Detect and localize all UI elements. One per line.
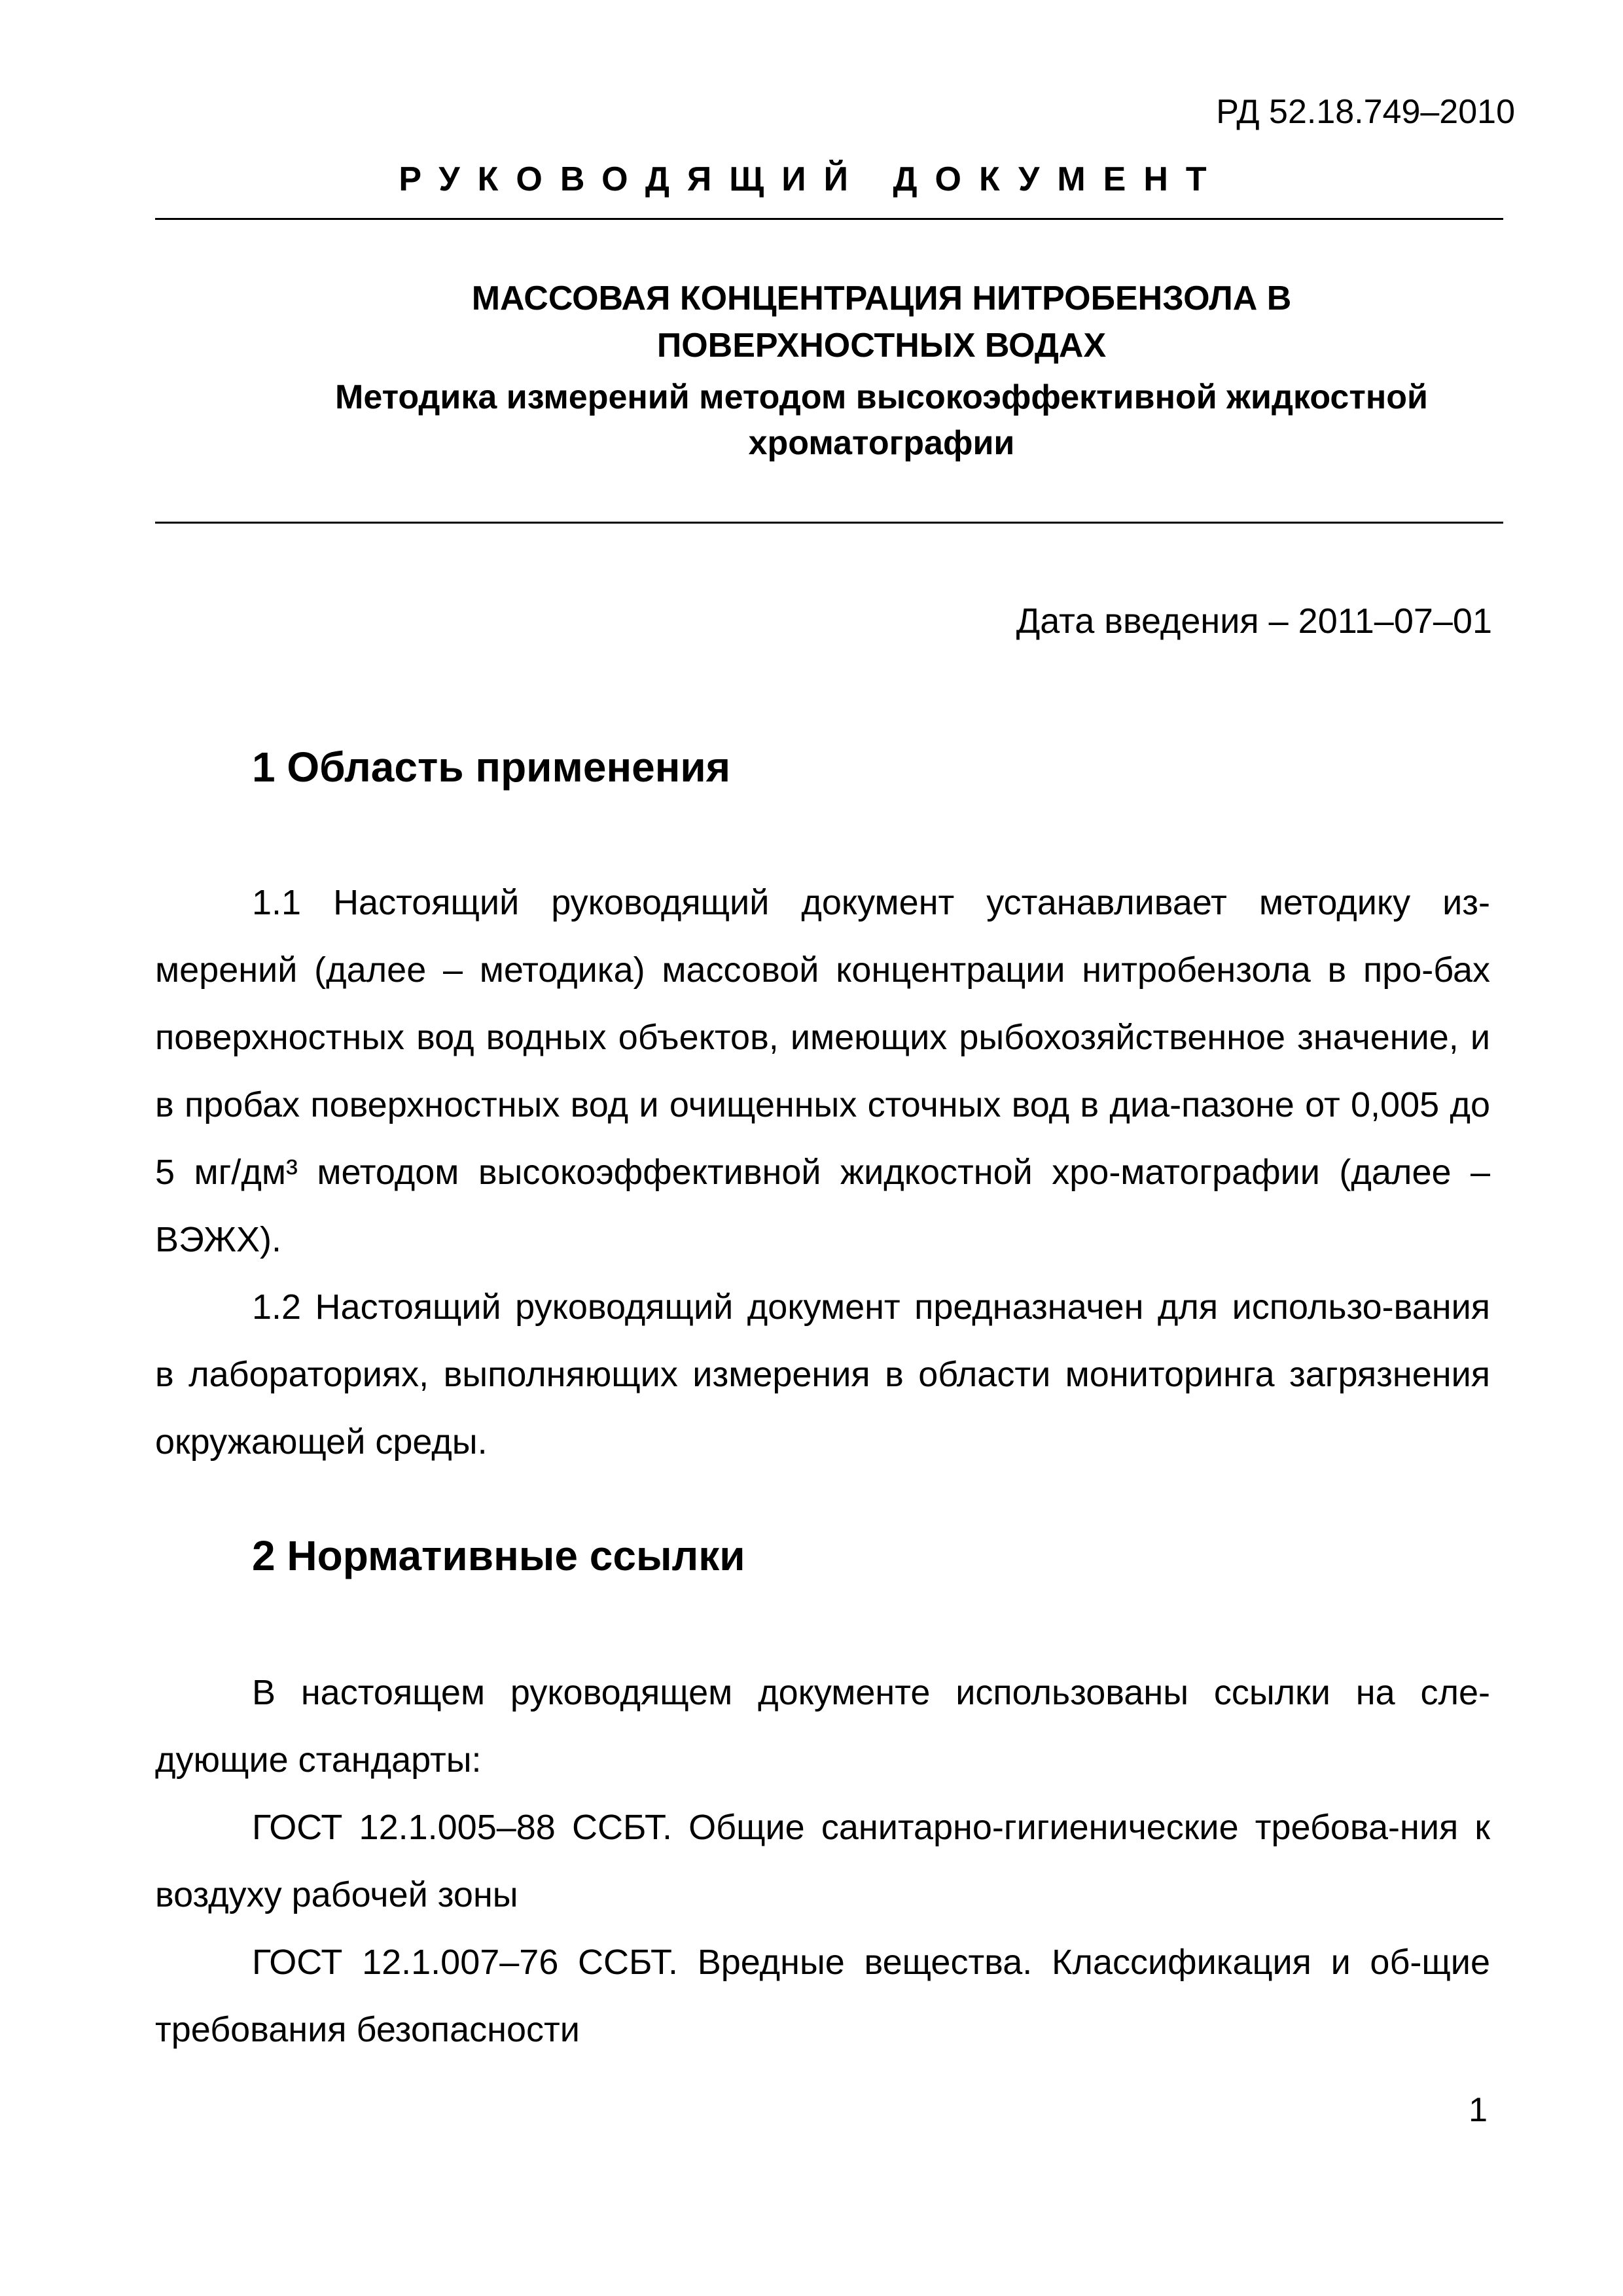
paragraph: 1.2 Настоящий руководящий документ предназначен для использо-вания в лабораториях, выполняющих измерения в области мониторинга загрязнения окружающей среды. bbox=[155, 1287, 1490, 1462]
paragraph: В настоящем руководящем документе использованы ссылки на сле-дующие стандарты: bbox=[155, 1673, 1490, 1780]
section-body-scope bbox=[155, 869, 1490, 1476]
paragraph: 1.1 Настоящий руководящий документ устанавливает методику из-мерений (далее – методика) массовой концентрации нитробензола в про-бах поверхностных вод водных объектов, имеющих рыбохозяйственное значение, и в пробах поверхностных вод и очищенных сточных вод в диа-пазоне от 0,005 до 5 мг/дм³ методом высокоэффективной жидкостной хро-матографии (далее – ВЭЖХ). bbox=[155, 883, 1490, 1259]
bottom-divider bbox=[155, 522, 1503, 524]
top-divider bbox=[155, 218, 1503, 220]
title-block bbox=[155, 275, 1503, 466]
document-code: РД 52.18.749–2010 bbox=[1216, 93, 1515, 131]
section-heading-normative-references: 2 Нормативные ссылки bbox=[252, 1532, 745, 1579]
paragraph: ГОСТ 12.1.005–88 ССБТ. Общие санитарно-гигиенические требова-ния к воздуху рабочей зоны bbox=[155, 1808, 1490, 1914]
document-title: МАССОВАЯ КОНЦЕНТРАЦИЯ НИТРОБЕНЗОЛА В ПОВЕРХНОСТНЫХ ВОДАХ bbox=[471, 279, 1292, 365]
document-subtitle: Методика измерений методом высокоэффективной жидкостной хроматографии bbox=[335, 378, 1428, 462]
section-heading-scope: 1 Область применения bbox=[252, 744, 731, 791]
document-type-heading: РУКОВОДЯЩИЙ ДОКУМЕНТ bbox=[399, 160, 1224, 198]
section-body-normative-references bbox=[155, 1659, 1490, 2064]
introduction-date: Дата введения – 2011–07–01 bbox=[1016, 601, 1492, 641]
page-number: 1 bbox=[1469, 2091, 1488, 2129]
paragraph: ГОСТ 12.1.007–76 ССБТ. Вредные вещества. Классификация и об-щие требования безопасности bbox=[155, 1943, 1490, 2049]
